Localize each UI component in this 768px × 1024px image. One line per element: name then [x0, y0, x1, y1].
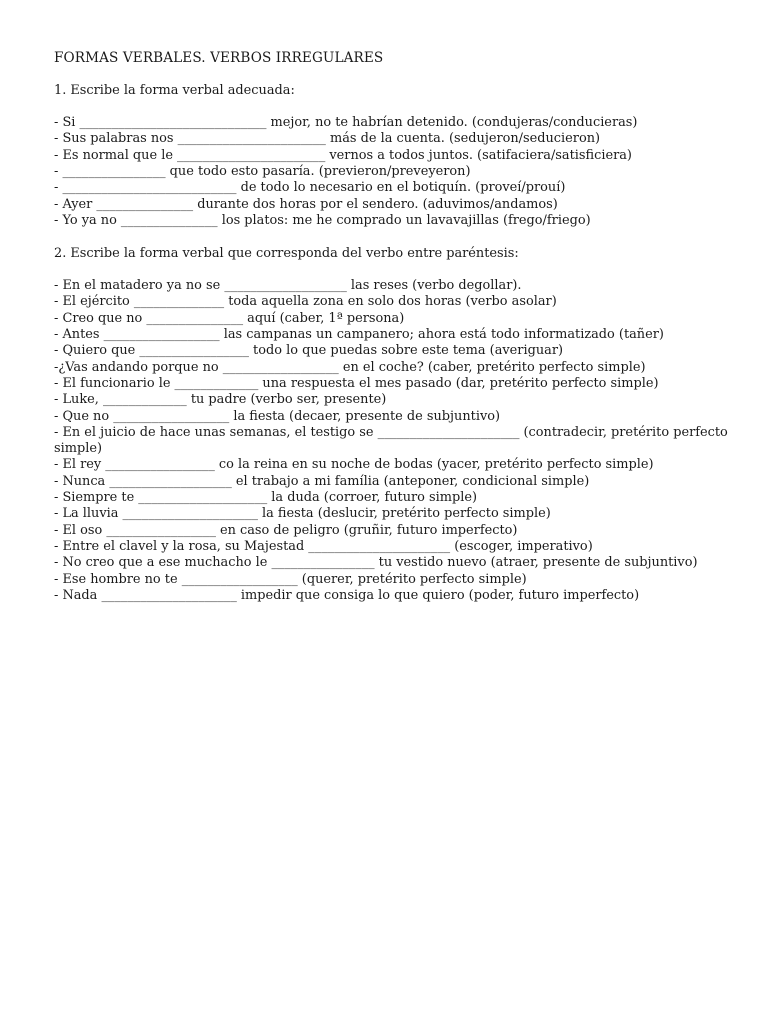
- exercise-item: - Es normal que le _______________________ vernos a todos juntos. (satifaciera/satisficiera): [54, 147, 632, 163]
- exercise-item: - En el juicio de hace unas semanas, el testigo se ______________________ (contradecir, pretérito perfecto simple): [54, 424, 728, 457]
- exercise-item: - Creo que no _______________ aquí (caber, 1ª persona): [54, 310, 405, 326]
- exercise-item: - La lluvia _____________________ la fiesta (deslucir, pretérito perfecto simple): [54, 506, 551, 522]
- exercise-2-instruction: 2. Escribe la forma verbal que corresponda del verbo entre paréntesis:: [54, 245, 519, 261]
- exercise-item: - No creo que a ese muchacho le ________________ tu vestido nuevo (atraer, presente de subjuntivo): [54, 555, 698, 571]
- exercise-item: -¿Vas andando porque no __________________ en el coche? (caber, pretérito perfecto simple): [54, 359, 646, 375]
- exercise-item: - Quiero que _________________ todo lo que puedas sobre este tema (averiguar): [54, 343, 564, 359]
- exercise-1-list: [54, 115, 734, 229]
- exercise-item: - El ejército ______________ toda aquella zona en solo dos horas (verbo asolar): [54, 294, 557, 310]
- worksheet-page: [54, 50, 734, 620]
- exercise-item: - El oso _________________ en caso de peligro (gruñir, futuro imperfecto): [54, 522, 518, 538]
- exercise-item: - Sus palabras nos _______________________ más de la cuenta. (sedujeron/seducieron): [54, 131, 601, 147]
- exercise-item: - Ese hombre no te __________________ (querer, pretérito perfecto simple): [54, 571, 527, 587]
- exercise-item: - Nada _____________________ impedir que consiga lo que quiero (poder, futuro imperfecto): [54, 587, 640, 603]
- exercise-1-instruction: 1. Escribe la forma verbal adecuada:: [54, 82, 295, 98]
- exercise-item: - Yo ya no _______________ los platos: me he comprado un lavavajillas (frego/friego): [54, 212, 591, 228]
- exercise-item: - Si _____________________________ mejor, no te habrían detenido. (condujeras/conducieras): [54, 115, 638, 131]
- exercise-item: - El funcionario le _____________ una respuesta el mes pasado (dar, pretérito perfecto simple): [54, 375, 659, 391]
- exercise-item: - ________________ que todo esto pasaría. (previeron/preveyeron): [54, 164, 471, 180]
- exercise-item: - Nunca ___________________ el trabajo a mi família (anteponer, condicional simple): [54, 473, 590, 489]
- exercise-2-list: [54, 278, 734, 604]
- exercise-item: - Antes __________________ las campanas un campanero; ahora está todo informatizado (tañer): [54, 327, 664, 343]
- exercise-item: - Ayer _______________ durante dos horas por el sendero. (aduvimos/andamos): [54, 196, 558, 212]
- page-title: FORMAS VERBALES. VERBOS IRREGULARES: [54, 50, 384, 66]
- exercise-item: - Que no __________________ la fiesta (decaer, presente de subjuntivo): [54, 408, 501, 424]
- exercise-item: - ___________________________ de todo lo necesario en el botiquín. (proveí/prouí): [54, 180, 566, 196]
- exercise-item: - En el matadero ya no se ___________________ las reses (verbo degollar).: [54, 278, 522, 294]
- exercise-item: - Luke, _____________ tu padre (verbo ser, presente): [54, 392, 387, 408]
- exercise-2: [54, 246, 734, 605]
- exercise-1: [54, 83, 734, 230]
- exercise-item: - Entre el clavel y la rosa, su Majestad ______________________ (escoger, imperativo): [54, 538, 593, 554]
- exercise-item: - Siempre te ____________________ la duda (corroer, futuro simple): [54, 490, 478, 506]
- exercise-item: - El rey _________________ co la reina en su noche de bodas (yacer, pretérito perfecto simple): [54, 457, 654, 473]
